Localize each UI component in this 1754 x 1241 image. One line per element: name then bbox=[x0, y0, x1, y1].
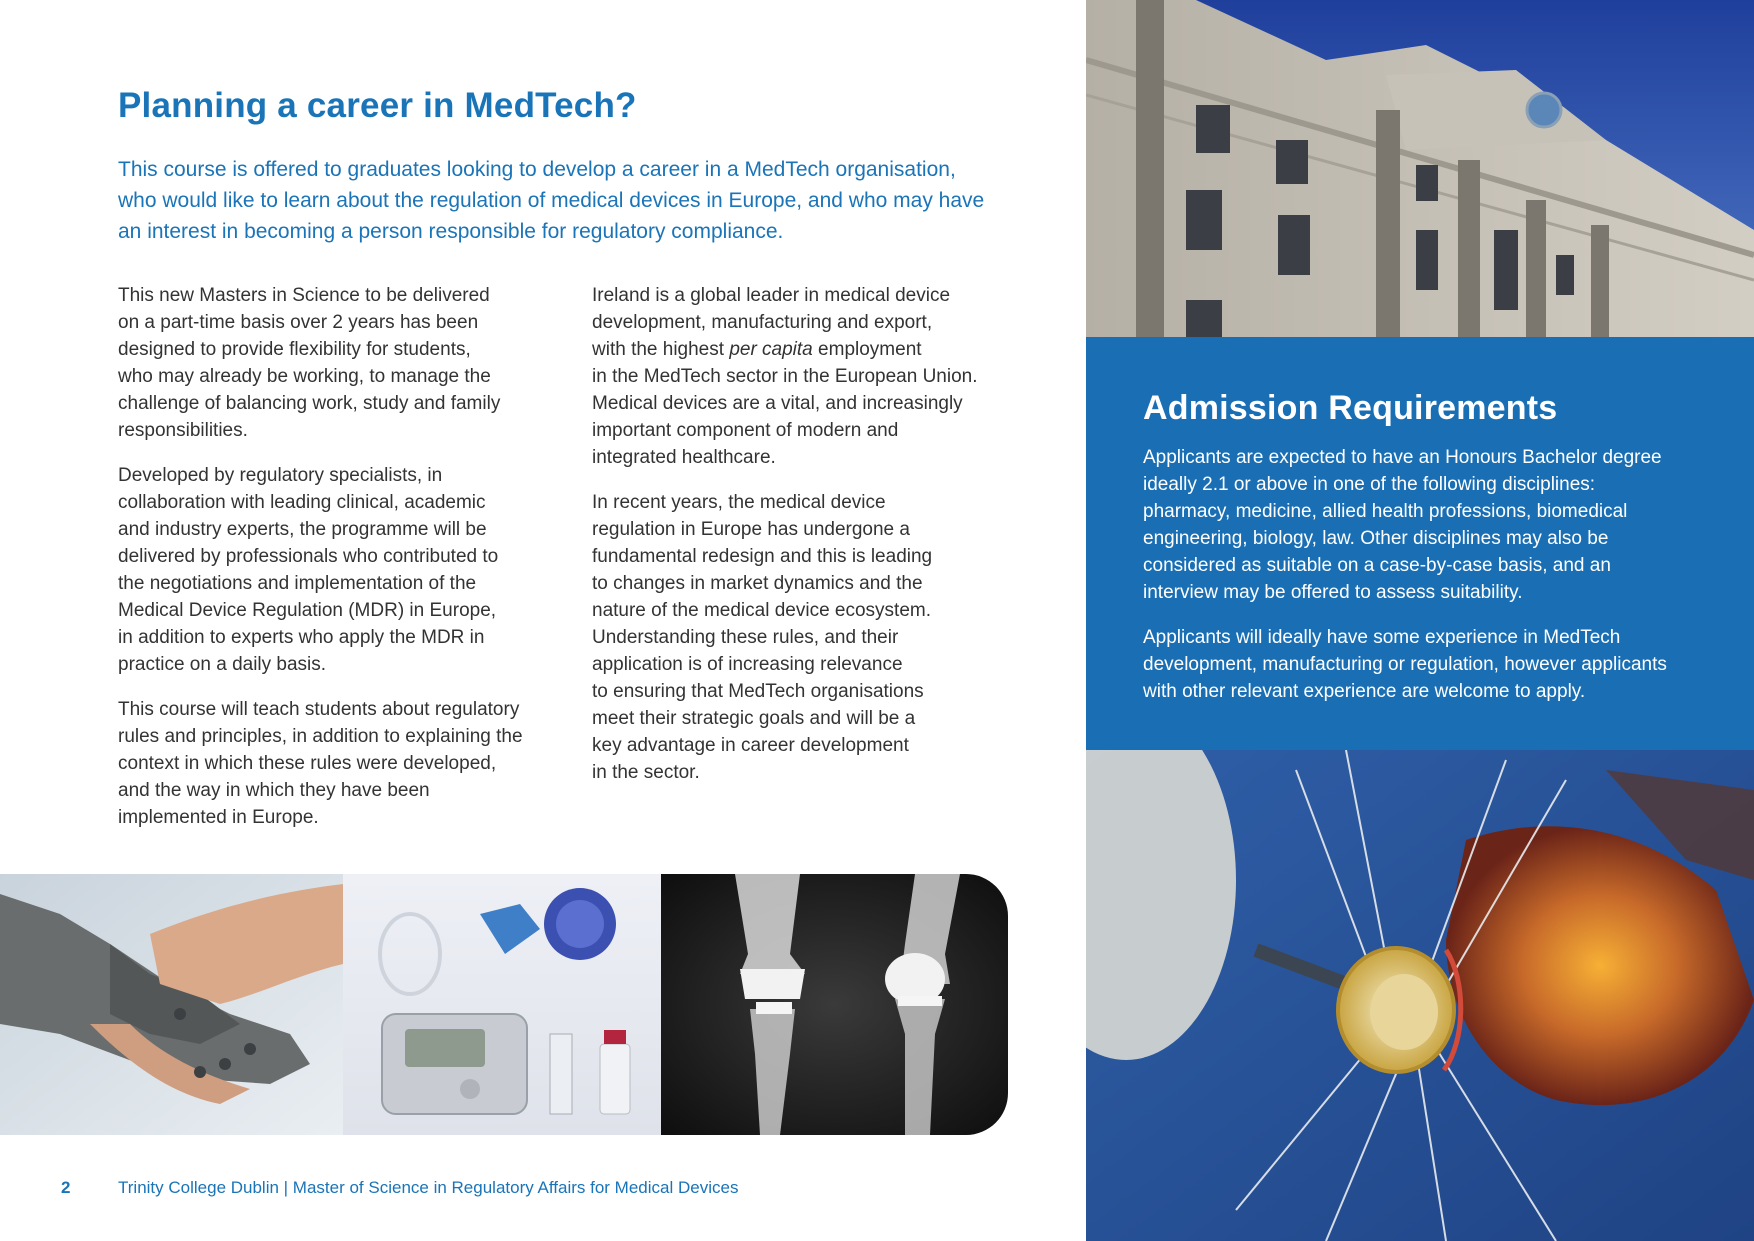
page-title: Planning a career in MedTech? bbox=[118, 86, 637, 125]
left-paragraph-2: Developed by regulatory specialists, in collaboration with leading clinical, academic and industry experts, the programme will be delivered by professionals who contributed to the negotiations and implementation of the Medical Device Regulation (MDR) in Europe, in addition to experts who apply the MDR in practice on a daily basis. bbox=[118, 465, 499, 675]
page-number: 2 bbox=[61, 1178, 71, 1197]
left-paragraph-1: This new Masters in Science to be delivered on a part-time basis over 2 years has been designed to provide flexibility for students, who may already be working, to manage the challenge of balancing work, study and family responsibilities. bbox=[118, 285, 501, 441]
admission-paragraph-2: Applicants will ideally have some experience in MedTech development, manufacturing or regulation, however applicants with other relevant experience are welcome to apply. bbox=[1143, 627, 1667, 702]
right-paragraph-1-end: employment in the MedTech sector in the European Union. Medical devices are a vital, and increasingly important component of modern and integrated healthcare. bbox=[592, 339, 978, 468]
right-paragraph-2: In recent years, the medical device regulation in Europe has undergone a fundamental redesign and this is leading to changes in market dynamics and the nature of the medical device ecosystem. Understanding these rules, and their application is of increasing relevance to ensuring that MedTech organisations meet their strategic goals and will be a key advantage in career development in the sector. bbox=[592, 492, 933, 783]
right-paragraph-1 bbox=[592, 282, 1012, 471]
admission-title: Admission Requirements bbox=[1143, 389, 1558, 427]
image-strip bbox=[0, 874, 1008, 1135]
footer-text: Trinity College Dublin | Master of Science in Regulatory Affairs for Medical Devices bbox=[118, 1178, 739, 1197]
insulin-pump-photo bbox=[343, 874, 661, 1135]
admission-paragraph-1: Applicants are expected to have an Honours Bachelor degree ideally 2.1 or above in one of the following disciplines: pharmacy, medicine, allied health professions, biomedical engineering, biology, law. Other disciplines may also be considered as suitable on a case-by-case basis, and an interview may be offered to assess suitability. bbox=[1143, 447, 1662, 603]
right-paragraph-1-start: Ireland is a global leader in medical device development, manufacturing and export, with the highest bbox=[592, 285, 951, 360]
left-text-column bbox=[118, 282, 558, 849]
right-text-column bbox=[592, 282, 1012, 804]
left-paragraph-3: This course will teach students about regulatory rules and principles, in addition to explaining the context in which these rules were developed, and the way in which they have been implemented in Europe. bbox=[118, 699, 523, 828]
intro-paragraph: This course is offered to graduates looking to develop a career in a MedTech organisation, who would like to learn about the regulation of medical devices in Europe, and who may have an interest in becoming a person responsible for regulatory compliance. bbox=[118, 158, 985, 243]
prosthetic-hand-photo bbox=[0, 874, 343, 1135]
college-building-photo bbox=[1086, 0, 1754, 337]
knee-xray-photo bbox=[661, 874, 1008, 1135]
heart-valve-surgery-photo bbox=[1086, 750, 1754, 1241]
per-capita-italic: per capita bbox=[729, 339, 813, 360]
admission-requirements-panel bbox=[1086, 337, 1754, 750]
right-panel bbox=[1086, 0, 1754, 1241]
